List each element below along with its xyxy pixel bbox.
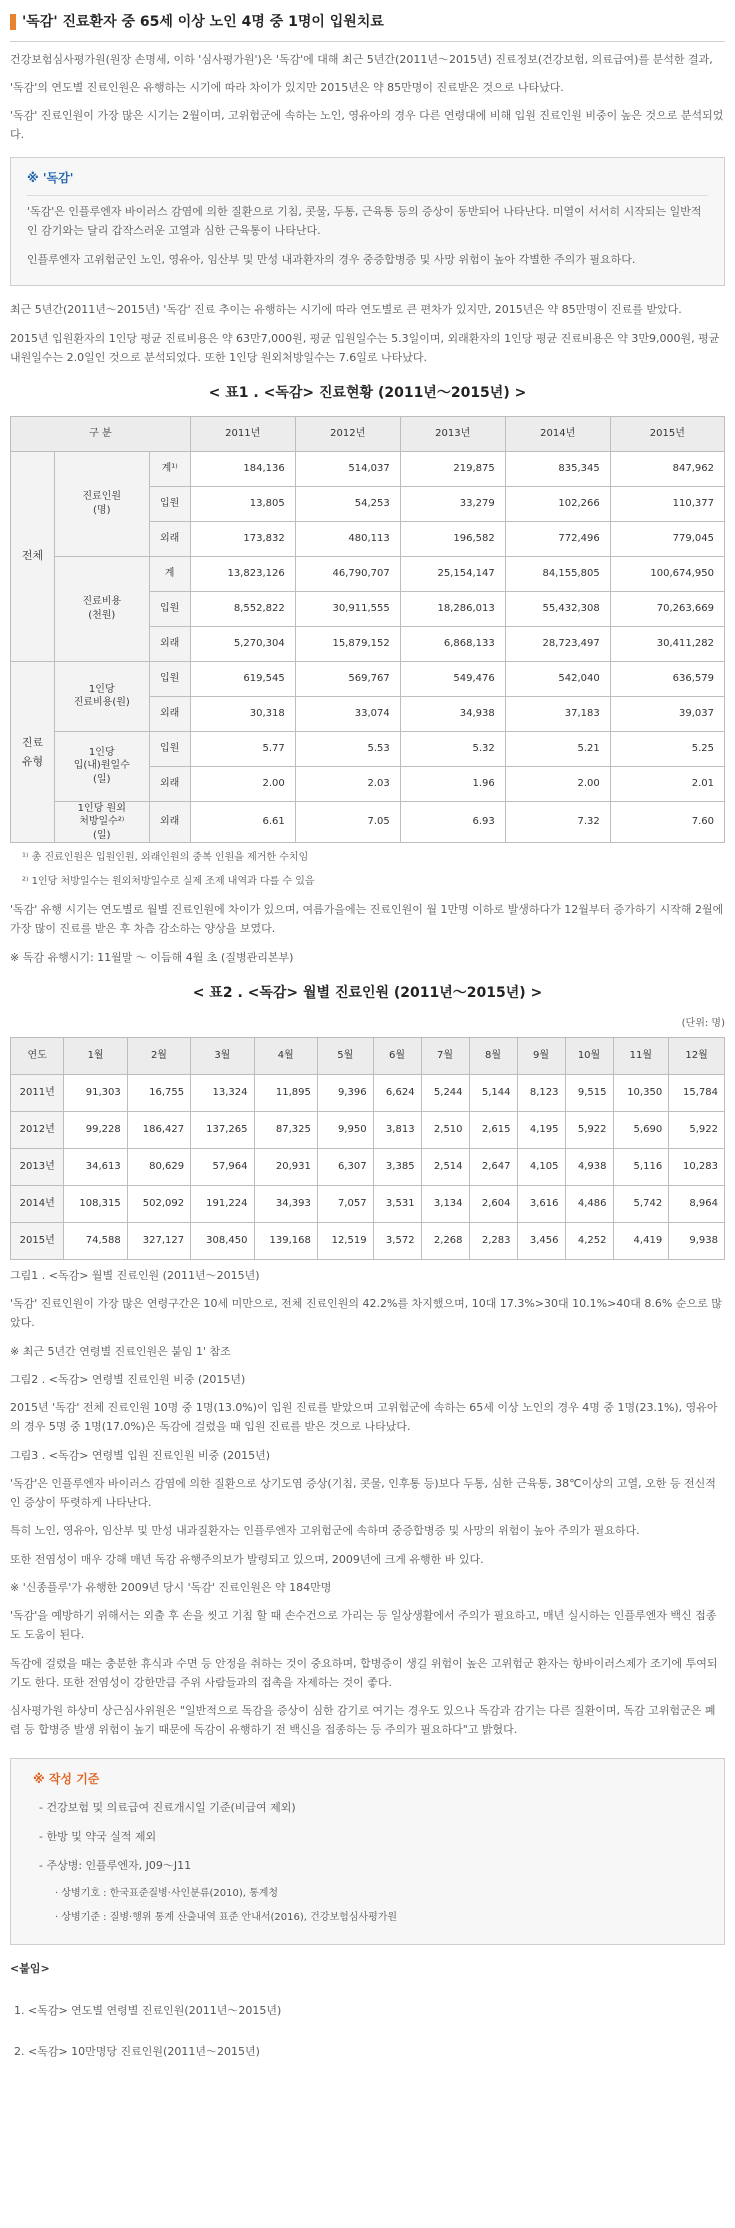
table-cell: 2.00 — [505, 766, 610, 801]
table-header-row — [11, 1037, 725, 1074]
table-cell: 34,393 — [254, 1185, 317, 1222]
table-cell: 10,283 — [669, 1148, 725, 1185]
table-header-cell: 7월 — [421, 1037, 469, 1074]
table-cell: 34,613 — [64, 1148, 127, 1185]
table-header-cell: 2014년 — [505, 416, 610, 451]
table-year-cell: 2013년 — [11, 1148, 64, 1185]
table-header-cell: 4월 — [254, 1037, 317, 1074]
table-header-cell: 2013년 — [400, 416, 505, 451]
table1-footnote-2: ²⁾ 1인당 처방일수는 원외처방일수로 실제 조제 내역과 다를 수 있음 — [22, 875, 315, 887]
table-row — [11, 1185, 725, 1222]
body-paragraph: '독감' 진료인원이 가장 많은 연령구간은 10세 미만으로, 전체 진료인원의 42.2%를 차지했으며, 10대 17.3%>30대 10.1%>40대 8.6% 순으로 많았다. — [10, 1297, 722, 1330]
table-cell: 15,879,152 — [295, 626, 400, 661]
table-cell: 100,674,950 — [610, 556, 724, 591]
definition-box — [10, 157, 725, 287]
table-cell: 308,450 — [191, 1222, 254, 1259]
table-cell: 4,938 — [565, 1148, 613, 1185]
epidemic-period-note: ※ 독감 유행시기: 11월말 ～ 이듬해 4월 초 (질병관리본부) — [10, 950, 294, 964]
table-cell: 9,950 — [317, 1111, 373, 1148]
table-cell: 84,155,805 — [505, 556, 610, 591]
table-cell: 5,270,304 — [190, 626, 295, 661]
table-cell: 636,579 — [610, 661, 724, 696]
body-paragraph: 2015년 '독감' 전체 진료인원 10명 중 1명(13.0%)이 입원 진료를 받았으며 고위험군에 속하는 65세 이상 노인의 경우 4명 중 1명(23.1%), 영유아의 경우 5명 중 1명(17.0%)은 독감에 걸렸을 때 입원 진료를 받은 것으로 나타났다. — [10, 1401, 718, 1434]
table-subgroup-cell: 1인당 입(내)원일수 (일) — [54, 731, 149, 801]
table-cell: 5.77 — [190, 731, 295, 766]
table-cell: 5,690 — [613, 1111, 669, 1148]
table-cell: 5,144 — [469, 1074, 517, 1111]
table-year-cell: 2012년 — [11, 1111, 64, 1148]
body-paragraph-3: '독감' 유행 시기는 연도별로 월별 진료인원에 차이가 있으며, 여름가을에는 진료인원이 월 1만명 이하로 발생하다가 12월부터 증가하기 시작해 2월에 가장 많이 진료를 받은 후 차츰 감소하는 양상을 보였다. — [10, 903, 724, 936]
table-cell: 34,938 — [400, 696, 505, 731]
table-cell: 7.32 — [505, 801, 610, 843]
table-cell: 569,767 — [295, 661, 400, 696]
criteria-item: - 건강보험 및 의료급여 진료개시일 기준(비급여 제외) — [39, 1800, 296, 1814]
table-label-cell: 입원 — [149, 731, 190, 766]
body-paragraph: '독감'은 인플루엔자 바이러스 감염에 의한 질환으로 상기도염 증상(기침, 콧물, 인후통 등)보다 두통, 심한 근육통, 38℃이상의 고열, 오한 등 전신적인 증상이 뚜렷하게 나타난다. — [10, 1476, 716, 1509]
table-cell: 3,456 — [517, 1222, 565, 1259]
table-subgroup-cell: 진료비용 (천원) — [54, 556, 149, 661]
table-subgroup-cell: 1인당 원외 처방일수²⁾ (일) — [54, 801, 149, 843]
table-cell: 7,057 — [317, 1185, 373, 1222]
intro-paragraph-2: '독감'의 연도별 진료인원은 유행하는 시기에 따라 차이가 있지만 2015년은 약 85만명이 진료받은 것으로 나타났다. — [10, 80, 564, 94]
table-header-cell: 8월 — [469, 1037, 517, 1074]
table-cell: 7.60 — [610, 801, 724, 843]
table-cell: 10,350 — [613, 1074, 669, 1111]
table-row — [11, 1074, 725, 1111]
table-cell: 139,168 — [254, 1222, 317, 1259]
table-group-cell: 진료 유형 — [11, 661, 55, 843]
table-cell: 8,964 — [669, 1185, 725, 1222]
figure-caption: 그림2 . <독감> 연령별 진료인원 비중 (2015년) — [10, 1372, 246, 1386]
figure-caption: 그림3 . <독감> 연령별 입원 진료인원 비중 (2015년) — [10, 1448, 270, 1462]
table-cell: 2,283 — [469, 1222, 517, 1259]
table-header-cell: 연도 — [11, 1037, 64, 1074]
table-cell: 57,964 — [191, 1148, 254, 1185]
table-row — [11, 731, 725, 766]
body-section-3 — [10, 1266, 725, 1740]
table-cell: 7.05 — [295, 801, 400, 843]
table-cell: 6,624 — [373, 1074, 421, 1111]
criteria-title: ※ 작성 기준 — [33, 1771, 100, 1786]
table-cell: 37,183 — [505, 696, 610, 731]
table-cell: 6.61 — [190, 801, 295, 843]
table-cell: 108,315 — [64, 1185, 127, 1222]
table-label-cell: 외래 — [149, 696, 190, 731]
table-cell: 3,385 — [373, 1148, 421, 1185]
table-cell: 9,515 — [565, 1074, 613, 1111]
table-label-cell: 외래 — [149, 626, 190, 661]
table-label-cell: 입원 — [149, 591, 190, 626]
definition-paragraph-1: '독감'은 인플루엔자 바이러스 감염에 의한 질환으로 기침, 콧물, 두통, 근육통 등의 증상이 동반되어 나타난다. 미열이 서서히 시작되는 일반적인 감기와는 달리 갑작스러운 고열과 심한 근육통이 나타난다. — [27, 204, 702, 237]
table-cell: 4,105 — [517, 1148, 565, 1185]
table-cell: 91,303 — [64, 1074, 127, 1111]
table-cell: 9,396 — [317, 1074, 373, 1111]
body-paragraph: ※ '신종플루'가 유행한 2009년 당시 '독감' 진료인원은 약 184만명 — [10, 1580, 332, 1594]
table-cell: 5.21 — [505, 731, 610, 766]
body-paragraph-1: 최근 5년간(2011년～2015년) '독감' 진료 추이는 유행하는 시기에 따라 연도별로 큰 편차가 있지만, 2015년은 약 85만명이 진료를 받았다. — [10, 303, 682, 317]
table-cell: 110,377 — [610, 486, 724, 521]
intro-paragraph-1: 건강보험심사평가원(원장 손명세, 이하 '심사평가원')은 '독감'에 대해 최근 5년간(2011년～2015년) 진료정보(건강보험, 의료급여)를 분석한 결과, — [10, 52, 713, 66]
table-cell: 80,629 — [127, 1148, 190, 1185]
table-cell: 480,113 — [295, 521, 400, 556]
table-group-cell: 전체 — [11, 451, 55, 661]
table-cell: 30,318 — [190, 696, 295, 731]
attachment-item: 1. <독감> 연도별 연령별 진료인원(2011년～2015년) — [14, 2003, 282, 2017]
table1-footnote-1: ¹⁾ 총 진료인원은 입원인원, 외래인원의 중복 인원을 제거한 수치임 — [22, 852, 309, 863]
criteria-item: - 주상병: 인플루엔자, J09～J11 — [39, 1859, 192, 1872]
table-cell: 1.96 — [400, 766, 505, 801]
table-header-cell: 6월 — [373, 1037, 421, 1074]
table-cell: 2,615 — [469, 1111, 517, 1148]
table1-title: < 표1 . <독감> 진료현황 (2011년～2015년) > — [208, 385, 527, 401]
table-cell: 219,875 — [400, 451, 505, 486]
table-header-cell: 10월 — [565, 1037, 613, 1074]
table-header-cell: 3월 — [191, 1037, 254, 1074]
table2-title: < 표2 . <독감> 월별 진료인원 (2011년～2015년) > — [192, 984, 543, 1001]
table-cell: 835,345 — [505, 451, 610, 486]
table-cell: 9,938 — [669, 1222, 725, 1259]
table-cell: 2.01 — [610, 766, 724, 801]
table-header-cell: 1월 — [64, 1037, 127, 1074]
table-cell: 99,228 — [64, 1111, 127, 1148]
table-subgroup-cell: 진료인원 (명) — [54, 451, 149, 556]
table-header-cell: 11월 — [613, 1037, 669, 1074]
table-label-cell: 계¹⁾ — [149, 451, 190, 486]
table-cell: 502,092 — [127, 1185, 190, 1222]
table-cell: 8,552,822 — [190, 591, 295, 626]
attachment-heading: <붙임> — [10, 1962, 50, 1976]
criteria-item: - 한방 및 약국 실적 제외 — [39, 1829, 157, 1843]
table-cell: 549,476 — [400, 661, 505, 696]
table-cell: 3,531 — [373, 1185, 421, 1222]
table-cell: 55,432,308 — [505, 591, 610, 626]
table-cell: 33,074 — [295, 696, 400, 731]
table-cell: 102,266 — [505, 486, 610, 521]
table-cell: 11,895 — [254, 1074, 317, 1111]
criteria-subitem: · 상병기호 : 한국표준질병·사인분류(2010), 통계청 — [55, 1888, 279, 1900]
table-cell: 4,252 — [565, 1222, 613, 1259]
table-cell: 191,224 — [191, 1185, 254, 1222]
body-paragraph-2: 2015년 입원환자의 1인당 평균 진료비용은 약 63만7,000원, 평균 입원일수는 5.3일이며, 외래환자의 1인당 평균 진료비용은 약 3만9,000원, 평균 내원일수는 2.0일인 것으로 분석되었다. 또한 1인당 원외처방일수는 7.6일로 나타났다. — [10, 331, 720, 364]
table1-treatment-status — [10, 416, 725, 844]
table-label-cell: 계 — [149, 556, 190, 591]
table-cell: 12,519 — [317, 1222, 373, 1259]
table-cell: 847,962 — [610, 451, 724, 486]
table-cell: 173,832 — [190, 521, 295, 556]
table-cell: 779,045 — [610, 521, 724, 556]
table-cell: 5.53 — [295, 731, 400, 766]
table-cell: 4,419 — [613, 1222, 669, 1259]
table-cell: 33,279 — [400, 486, 505, 521]
table-cell: 137,265 — [191, 1111, 254, 1148]
table-header-cell: 2월 — [127, 1037, 190, 1074]
table-header-cell: 구 분 — [11, 416, 191, 451]
table-header-cell: 12월 — [669, 1037, 725, 1074]
table-row — [11, 1222, 725, 1259]
table-cell: 3,616 — [517, 1185, 565, 1222]
table-row — [11, 556, 725, 591]
table-row — [11, 1111, 725, 1148]
table-cell: 16,755 — [127, 1074, 190, 1111]
figure-caption: 그림1 . <독감> 월별 진료인원 (2011년～2015년) — [10, 1268, 260, 1282]
table-cell: 46,790,707 — [295, 556, 400, 591]
table-cell: 5,922 — [565, 1111, 613, 1148]
table-cell: 327,127 — [127, 1222, 190, 1259]
table-cell: 6.93 — [400, 801, 505, 843]
definition-paragraph-2: 인플루엔자 고위험군인 노인, 영유아, 임산부 및 만성 내과환자의 경우 중증합병증 및 사망 위험이 높아 각별한 주의가 필요하다. — [27, 253, 636, 266]
criteria-subitem: · 상병기준 : 질병·행위 통계 산출내역 표준 안내서(2016), 건강보험심사평가원 — [55, 1911, 398, 1923]
table-label-cell: 입원 — [149, 661, 190, 696]
table-year-cell: 2015년 — [11, 1222, 64, 1259]
criteria-box — [10, 1758, 725, 1946]
table-header-cell: 2012년 — [295, 416, 400, 451]
table-cell: 5,244 — [421, 1074, 469, 1111]
table-cell: 20,931 — [254, 1148, 317, 1185]
table-cell: 3,813 — [373, 1111, 421, 1148]
table-label-cell: 외래 — [149, 521, 190, 556]
table-cell: 30,911,555 — [295, 591, 400, 626]
table-cell: 5,922 — [669, 1111, 725, 1148]
table-label-cell: 입원 — [149, 486, 190, 521]
intro-paragraph-3: '독감' 진료인원이 가장 많은 시기는 2월이며, 고위험군에 속하는 노인, 영유아의 경우 다른 연령대에 비해 입원 진료인원 비중이 높은 것으로 분석되었다. — [10, 109, 724, 142]
table-cell: 186,427 — [127, 1111, 190, 1148]
table-cell: 2,268 — [421, 1222, 469, 1259]
table-cell: 2.03 — [295, 766, 400, 801]
table-label-cell: 외래 — [149, 801, 190, 843]
table-year-cell: 2014년 — [11, 1185, 64, 1222]
title-bar — [10, 8, 725, 42]
title-marker-icon — [10, 14, 16, 30]
table-cell: 2,514 — [421, 1148, 469, 1185]
table-header-cell: 2011년 — [190, 416, 295, 451]
table-subgroup-cell: 1인당 진료비용(원) — [54, 661, 149, 731]
table-cell: 5.32 — [400, 731, 505, 766]
table-year-cell: 2011년 — [11, 1074, 64, 1111]
table-cell: 25,154,147 — [400, 556, 505, 591]
table-cell: 772,496 — [505, 521, 610, 556]
definition-box-title: ※ '독감' — [27, 168, 708, 196]
table-cell: 619,545 — [190, 661, 295, 696]
body-paragraph: 또한 전염성이 매우 강해 매년 독감 유행주의보가 발령되고 있으며, 2009년에 크게 유행한 바 있다. — [10, 1552, 484, 1566]
page-title: '독감' 진료환자 중 65세 이상 노인 4명 중 1명이 입원치료 — [22, 14, 384, 30]
table-row — [11, 801, 725, 843]
table-cell: 2,647 — [469, 1148, 517, 1185]
table-cell: 87,325 — [254, 1111, 317, 1148]
table-cell: 5,116 — [613, 1148, 669, 1185]
table-cell: 3,134 — [421, 1185, 469, 1222]
table-cell: 70,263,669 — [610, 591, 724, 626]
table-header-cell: 9월 — [517, 1037, 565, 1074]
body-paragraph: 독감에 걸렸을 때는 충분한 휴식과 수면 등 안정을 취하는 것이 중요하며, 합병증이 생길 위험이 높은 고위험군 환자는 항바이러스제가 조기에 투여되기도 한다. 또한 전염성이 강한만큼 주위 사람들과의 접촉을 자제하는 것이 좋다. — [10, 1656, 718, 1689]
table-cell: 5,742 — [613, 1185, 669, 1222]
table-cell: 2.00 — [190, 766, 295, 801]
table-cell: 28,723,497 — [505, 626, 610, 661]
table-cell: 3,572 — [373, 1222, 421, 1259]
table2-unit: (단위: 명) — [681, 1018, 725, 1030]
table-cell: 184,136 — [190, 451, 295, 486]
table-cell: 74,588 — [64, 1222, 127, 1259]
body-paragraph: 특히 노인, 영유아, 임산부 및 만성 내과질환자는 인플루엔자 고위험군에 속하며 중증합병증 및 사망의 위험이 높아 주의가 필요하다. — [10, 1524, 640, 1538]
table-cell: 514,037 — [295, 451, 400, 486]
table-cell: 4,486 — [565, 1185, 613, 1222]
table-row — [11, 1148, 725, 1185]
table-header-cell: 5월 — [317, 1037, 373, 1074]
table-cell: 15,784 — [669, 1074, 725, 1111]
table-header-row — [11, 416, 725, 451]
body-paragraph: 심사평가원 하상미 상근심사위원은 "일반적으로 독감을 증상이 심한 감기로 여기는 경우도 있으나 독감과 감기는 다른 질환이며, 독감 고위험군은 폐렴 등 합병증 발생 위험이 높기 때문에 독감이 유행하기 전 백신을 접종하는 등 주의가 필요하다"고 밝혔다. — [10, 1704, 716, 1737]
table-cell: 13,823,126 — [190, 556, 295, 591]
table-cell: 6,868,133 — [400, 626, 505, 661]
body-paragraph: ※ 최근 5년간 연령별 진료인원은 붙임 1' 참조 — [10, 1344, 231, 1358]
table-cell: 54,253 — [295, 486, 400, 521]
table-cell: 2,604 — [469, 1185, 517, 1222]
table-label-cell: 외래 — [149, 766, 190, 801]
table-cell: 4,195 — [517, 1111, 565, 1148]
table-cell: 6,307 — [317, 1148, 373, 1185]
table-header-cell: 2015년 — [610, 416, 724, 451]
table-cell: 542,040 — [505, 661, 610, 696]
table-cell: 5.25 — [610, 731, 724, 766]
table-cell: 2,510 — [421, 1111, 469, 1148]
table-cell: 196,582 — [400, 521, 505, 556]
table-row — [11, 661, 725, 696]
table2-monthly-patients — [10, 1037, 725, 1260]
table-cell: 13,805 — [190, 486, 295, 521]
table-cell: 39,037 — [610, 696, 724, 731]
table-row — [11, 451, 725, 486]
table-cell: 18,286,013 — [400, 591, 505, 626]
table-cell: 30,411,282 — [610, 626, 724, 661]
attachment-item: 2. <독감> 10만명당 진료인원(2011년～2015년) — [14, 2044, 260, 2058]
body-paragraph: '독감'을 예방하기 위해서는 외출 후 손을 씻고 기침 할 때 손수건으로 가리는 등 일상생활에서 주의가 필요하고, 매년 실시하는 인플루엔자 백신 접종도 도움이 된다. — [10, 1609, 717, 1642]
table-cell: 13,324 — [191, 1074, 254, 1111]
table-cell: 8,123 — [517, 1074, 565, 1111]
